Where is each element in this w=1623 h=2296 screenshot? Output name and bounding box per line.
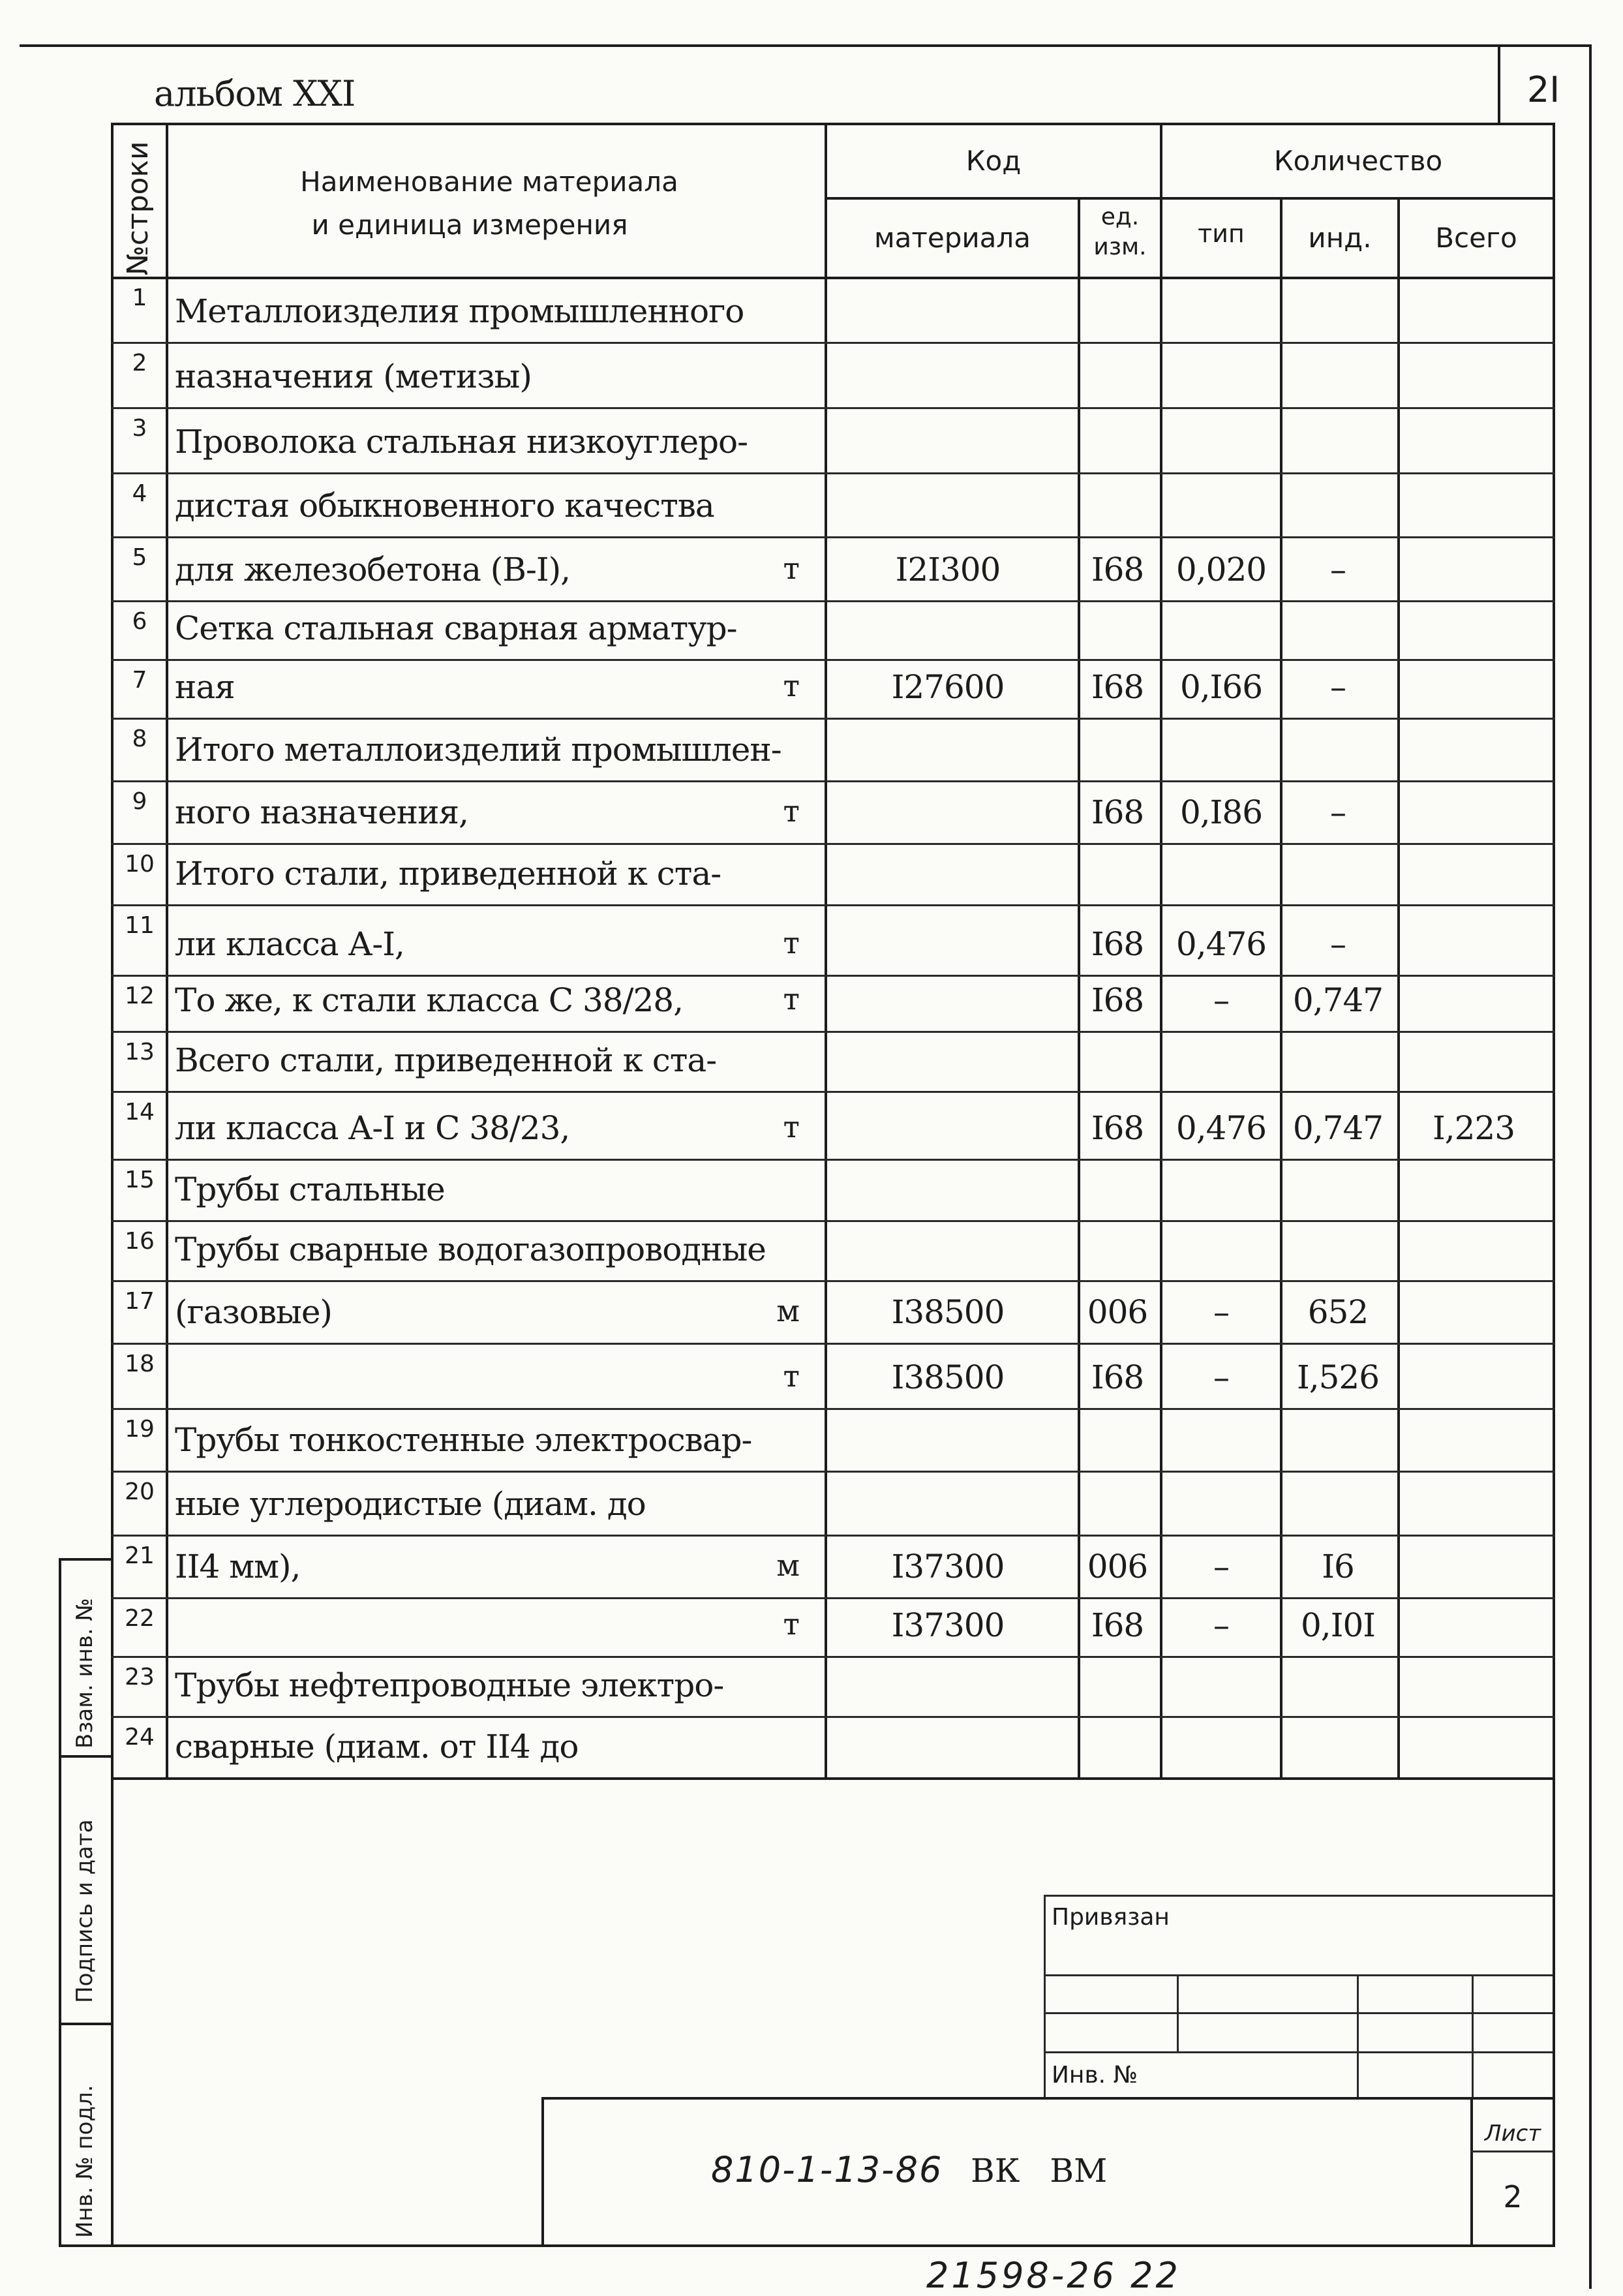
side-stamp-left-line [59, 1558, 61, 2246]
row-number: 15 [125, 1167, 155, 1193]
cell-ed: I68 [1091, 981, 1144, 1019]
cell-name: дистая обыкновенного качества [175, 487, 714, 525]
stamp-privyazan-top [1044, 1895, 1553, 1897]
cell-ind: I,526 [1296, 1358, 1380, 1396]
row-number: 24 [125, 1724, 155, 1751]
cell-ed: I68 [1091, 925, 1144, 963]
cell-tip: 0,476 [1176, 1109, 1267, 1147]
row-number: 20 [125, 1478, 155, 1505]
cell-ind: – [1330, 551, 1346, 589]
cell-ed: I68 [1091, 1606, 1144, 1644]
cell-ed: I68 [1091, 551, 1144, 589]
cell-unit: т [783, 668, 800, 703]
header-code-unit-1: ед. [1100, 204, 1140, 230]
table-bottom-line [111, 1777, 1555, 1780]
cell-code: I37300 [891, 1548, 1005, 1585]
row-separator [111, 407, 1555, 409]
stamp-vline-3 [1472, 1974, 1474, 2098]
row-number: 4 [132, 480, 147, 507]
stamp-line-b [1044, 2012, 1553, 2014]
header-row-number: №строки [121, 141, 155, 275]
row-separator [111, 780, 1555, 782]
row-number: 5 [132, 544, 147, 571]
row-number: 7 [132, 667, 147, 694]
cell-ed: 006 [1087, 1548, 1148, 1585]
row-number: 8 [132, 726, 147, 752]
cell-ind: – [1330, 793, 1346, 831]
cell-name: для железобетона (В-I), [175, 551, 571, 589]
page-top-line [20, 44, 1592, 47]
cell-ed: I68 [1091, 793, 1144, 831]
cell-unit: т [783, 1109, 800, 1144]
row-separator [111, 342, 1555, 344]
cell-ed: I68 [1091, 1358, 1144, 1396]
header-qty-total: Всего [1435, 222, 1517, 254]
cell-name: ная [175, 668, 235, 706]
row-separator [111, 1656, 1555, 1658]
cell-code: I38500 [891, 1358, 1005, 1396]
stamp-inv-no: Инв. № [1052, 2062, 1138, 2089]
sheet-label: Лист [1484, 2120, 1541, 2147]
row-number: 9 [132, 788, 147, 815]
cell-tip: 0,I66 [1179, 668, 1263, 706]
frame-bottom-line [59, 2244, 1555, 2247]
cell-unit: м [776, 1548, 800, 1583]
sheet-box-left [1470, 2097, 1473, 2246]
cell-tip: – [1213, 1548, 1229, 1585]
row-separator [111, 1031, 1555, 1033]
row-separator [111, 536, 1555, 538]
cell-unit: т [783, 551, 800, 586]
row-separator [111, 600, 1555, 602]
header-mid-line [825, 197, 1555, 200]
cell-ed: 006 [1087, 1293, 1148, 1331]
cell-unit: т [783, 981, 800, 1017]
row-separator [111, 843, 1555, 845]
row-number: 17 [125, 1288, 155, 1315]
cell-unit: т [783, 1606, 800, 1642]
title-block-top [541, 2097, 1555, 2100]
col-line-code [825, 123, 827, 1780]
row-separator [111, 1597, 1555, 1599]
header-qty-type: тип [1198, 219, 1245, 248]
side-vzam-inv: Взам. инв. № [72, 1598, 98, 1749]
col-line-name [166, 123, 168, 1780]
header-code-group: Код [965, 145, 1022, 177]
col-line-right [1553, 123, 1555, 2246]
cell-tip: 0,476 [1176, 925, 1267, 963]
cell-tip: – [1213, 1606, 1229, 1644]
row-separator [111, 1716, 1555, 1718]
cell-ed: I68 [1091, 1109, 1144, 1147]
cell-unit: м [776, 1293, 800, 1328]
stamp-privyazan: Привязан [1052, 1904, 1170, 1931]
cell-name: сварные (диам. от II4 до [175, 1728, 579, 1766]
cell-name: Сетка стальная сварная арматур- [175, 609, 737, 647]
side-stamp-divider-2 [59, 2023, 114, 2025]
row-separator [111, 1280, 1555, 1282]
cell-name: Трубы сварные водогазопроводные [175, 1231, 766, 1268]
cell-ind: 0,747 [1292, 1109, 1384, 1147]
row-separator [111, 1408, 1555, 1410]
row-number: 10 [125, 851, 155, 878]
row-number: 23 [125, 1664, 155, 1691]
side-inv-podl: Инв. № подл. [72, 2085, 98, 2238]
cell-ind: 652 [1307, 1293, 1369, 1331]
cell-name: Итого металлоизделий промышлен- [175, 731, 781, 769]
cell-name: II4 мм), [175, 1548, 301, 1585]
cell-name: То же, к стали класса С 38/28, [175, 981, 683, 1019]
side-podpis-data: Подпись и дата [72, 1819, 98, 2003]
page-number: 2I [1526, 69, 1560, 110]
cell-tip: – [1213, 1293, 1229, 1331]
cell-code: I38500 [891, 1293, 1005, 1331]
cell-tip: 0,020 [1176, 551, 1267, 589]
title-block-left [541, 2097, 544, 2246]
page-right-border [1589, 44, 1592, 2289]
cell-ind: I6 [1322, 1548, 1354, 1585]
row-separator [111, 1535, 1555, 1537]
row-separator [111, 975, 1555, 977]
cell-total: I,223 [1432, 1109, 1515, 1147]
stamp-vline-2 [1357, 1974, 1359, 2098]
doc-code-suffix: ВК ВМ [971, 2152, 1108, 2190]
row-number: 16 [125, 1228, 155, 1255]
cell-ed: I68 [1091, 668, 1144, 706]
cell-ind: – [1330, 925, 1346, 963]
sheet-number: 2 [1503, 2179, 1523, 2214]
cell-tip: 0,I86 [1179, 793, 1263, 831]
cell-name: Итого стали, приведенной к ста- [175, 855, 721, 893]
row-separator [111, 472, 1555, 474]
header-qty-ind: инд. [1308, 222, 1372, 254]
header-name-line1: Наименование материала [300, 166, 678, 198]
header-code-material: материала [873, 222, 1031, 254]
row-separator [111, 1343, 1555, 1345]
cell-name: Металлоизделия промышленного [175, 292, 744, 330]
cell-name: Трубы стальные [175, 1171, 445, 1208]
row-number: 14 [125, 1099, 155, 1125]
row-separator [111, 659, 1555, 661]
row-number: 2 [132, 350, 147, 376]
cell-name: (газовые) [175, 1293, 332, 1331]
row-number: 11 [125, 912, 155, 939]
cell-code: I37300 [891, 1606, 1005, 1644]
row-separator [111, 904, 1555, 906]
stamp-line-a [1044, 1974, 1553, 1976]
row-number: 21 [125, 1542, 155, 1569]
row-separator [111, 1159, 1555, 1161]
cell-code: I2I300 [895, 551, 1001, 589]
cell-name: ного назначения, [175, 793, 468, 831]
header-code-unit-2: изм. [1093, 234, 1147, 260]
cell-unit: т [783, 1358, 800, 1394]
row-separator [111, 1091, 1555, 1093]
footer-number: 21598-26 22 [926, 2255, 1181, 2296]
album-title: альбом XXI [154, 73, 356, 114]
table-top-line [111, 123, 1555, 125]
row-number: 18 [125, 1351, 155, 1377]
row-number: 3 [132, 415, 147, 442]
row-number: 13 [125, 1039, 155, 1065]
cell-tip: – [1213, 1358, 1229, 1396]
header-name-line2: и единица измерения [311, 209, 628, 241]
row-number: 12 [125, 983, 155, 1009]
row-separator [111, 718, 1555, 720]
header-qty-group: Количество [1273, 145, 1443, 177]
doc-code-handwritten: 810-1-13-86 [711, 2149, 943, 2190]
cell-name: ли класса А-I, [175, 925, 404, 963]
cell-unit: т [783, 793, 800, 829]
cell-name: ли класса А-I и С 38/23, [175, 1109, 570, 1147]
cell-unit: т [783, 925, 800, 960]
table-header-bottom [111, 277, 1555, 279]
cell-code: I27600 [891, 668, 1005, 706]
row-number: 19 [125, 1416, 155, 1443]
stamp-vline-1 [1177, 1974, 1179, 2053]
side-stamp-top-line [59, 1558, 114, 1561]
stamp-privyazan-left [1044, 1895, 1046, 2098]
cell-name: Всего стали, приведенной к ста- [175, 1041, 717, 1079]
cell-name: Проволока стальная низкоуглеро- [175, 423, 748, 461]
col-line-total [1397, 197, 1400, 1780]
cell-name: назначения (метизы) [175, 358, 532, 395]
row-separator [111, 1471, 1555, 1473]
cell-name: ные углеродистые (диам. до [175, 1485, 646, 1523]
row-number: 1 [132, 284, 147, 311]
sheet-box-divider [1470, 2151, 1555, 2152]
stamp-line-c [1044, 2051, 1553, 2053]
cell-name: Трубы нефтепроводные электро- [175, 1666, 724, 1704]
side-stamp-divider-1 [59, 1755, 114, 1758]
cell-ind: 0,I0I [1300, 1606, 1376, 1644]
row-number: 6 [132, 608, 147, 635]
row-separator [111, 1220, 1555, 1222]
cell-ind: 0,747 [1292, 981, 1384, 1019]
cell-ind: – [1330, 668, 1346, 706]
cell-tip: – [1213, 981, 1229, 1019]
row-number: 22 [125, 1605, 155, 1632]
cell-name: Трубы тонкостенные электросвар- [175, 1421, 752, 1459]
